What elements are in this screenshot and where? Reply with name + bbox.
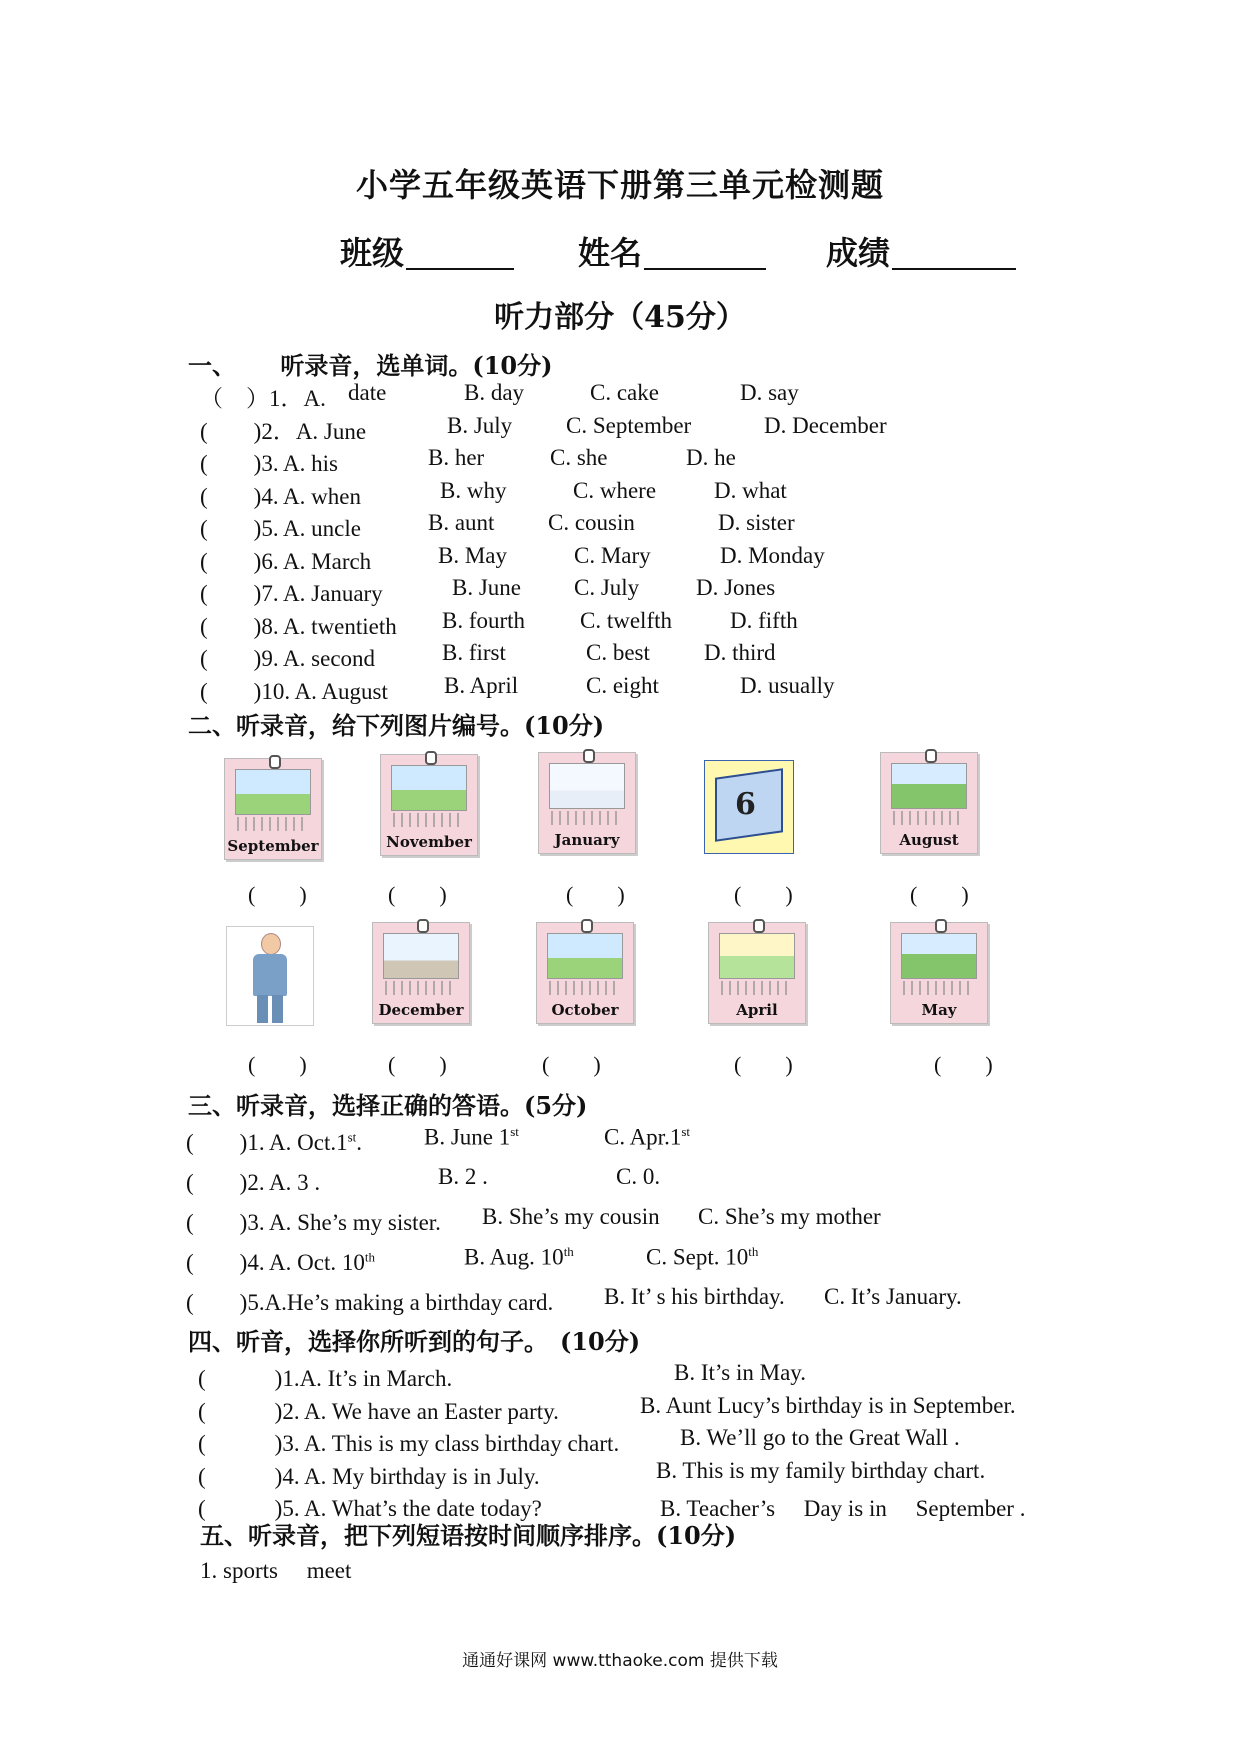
- question-number[interactable]: ( )4. A. My birthday is in July.: [198, 1463, 540, 1489]
- question-number-text: ( )3. A. She’s my sister.: [186, 1210, 441, 1235]
- question-number[interactable]: [186, 1284, 553, 1317]
- option-b-text: B. Aug. 10: [464, 1244, 564, 1270]
- question-number[interactable]: ( )7. A. January: [200, 581, 383, 606]
- footer-credit: 通通好课网 www.tthaoke.com 提供下载: [462, 1651, 778, 1671]
- calendar-january-picture: [538, 752, 636, 854]
- ordinal-suffix: st: [681, 1124, 690, 1139]
- picture-answer-slot[interactable]: ( ): [566, 882, 625, 907]
- option-b-text: B. 2 .: [438, 1164, 488, 1189]
- option-b: B. day: [464, 380, 525, 405]
- question-number[interactable]: ( )10. A. August: [200, 678, 388, 704]
- question-number[interactable]: [186, 1244, 375, 1277]
- option-b-text: B. June 1: [424, 1124, 511, 1150]
- question-number[interactable]: ( )8. A. twentieth: [200, 613, 397, 639]
- option-d: D. Monday: [720, 542, 825, 568]
- option-d: D. sister: [718, 510, 795, 535]
- section5-heading: 五、听录音，把下列短语按时间顺序排序。(10分): [200, 1521, 737, 1550]
- option-b: B. Teacher’s Day is in September .: [660, 1496, 1026, 1521]
- option-c: C. where: [573, 477, 657, 503]
- ordinal-suffix: th: [748, 1244, 759, 1259]
- question-row: [0, 608, 1240, 638]
- question-row: [0, 575, 1240, 605]
- calendar-label: December: [378, 1001, 464, 1019]
- picture-answer-slot[interactable]: ( ): [734, 882, 793, 907]
- question-row: [0, 640, 1240, 670]
- question-row: [0, 1164, 1240, 1196]
- option-c: C. cousin: [548, 510, 635, 535]
- page-title: 小学五年级英语下册第三单元检测题: [355, 166, 884, 204]
- calendar-october-picture: [536, 922, 634, 1024]
- question-number[interactable]: [186, 1124, 362, 1157]
- option-c: [646, 1244, 758, 1271]
- score-field: [826, 228, 1016, 274]
- calendar-label: August: [899, 831, 959, 849]
- name-blank[interactable]: [644, 268, 766, 270]
- option-b: B. aunt: [428, 510, 495, 535]
- option-b: B. It’s in May.: [674, 1360, 807, 1385]
- question-number[interactable]: [186, 1204, 441, 1237]
- option-d: D. usually: [740, 672, 835, 698]
- section4-heading: 四、听音，选择你所听到的句子。 (10分): [188, 1327, 641, 1356]
- question-number-text: ( )1. A. Oct.1: [186, 1130, 348, 1155]
- option-b: B. June: [452, 575, 521, 600]
- ordinal-suffix: th: [563, 1244, 574, 1259]
- section1-num: 一、: [188, 351, 236, 380]
- option-b: [464, 1244, 574, 1271]
- question-number[interactable]: [186, 1164, 320, 1197]
- question-row: [0, 1124, 1240, 1156]
- option-c-text: C. She’s my mother: [698, 1204, 881, 1229]
- name-field: [578, 228, 766, 274]
- picture-answer-slot[interactable]: ( ): [910, 882, 969, 907]
- option-b: B. July: [447, 412, 513, 438]
- option-c-text: C. Apr.1: [604, 1124, 682, 1150]
- question-row: [0, 1458, 1240, 1488]
- class-field: [340, 228, 514, 274]
- option-b: B. why: [440, 477, 507, 503]
- option-c: [604, 1124, 690, 1151]
- calendar-label: January: [554, 831, 620, 849]
- calendar-november-picture: [380, 754, 478, 856]
- option-d: D. third: [704, 640, 776, 665]
- section3-heading: 三、听录音，选择正确的答语。(5分): [188, 1091, 588, 1120]
- section1-heading: [188, 346, 552, 381]
- option-b: B. We’ll go to the Great Wall .: [680, 1425, 960, 1450]
- question-number[interactable]: ( )6. A. March: [200, 548, 372, 574]
- option-c: C. cake: [590, 380, 659, 405]
- question-row: [0, 1393, 1240, 1423]
- picture-answer-slot[interactable]: ( ): [734, 1052, 793, 1077]
- score-blank[interactable]: [892, 268, 1016, 270]
- option-b: B. first: [442, 640, 506, 665]
- question-number[interactable]: ( )1.A. It’s in March.: [198, 1366, 453, 1391]
- question-number[interactable]: ( )2．A. June: [200, 418, 367, 444]
- option-c: C. she: [550, 445, 608, 470]
- picture-answer-slot[interactable]: ( ): [934, 1052, 993, 1077]
- question-number[interactable]: ( )5. A. What’s the date today?: [198, 1496, 542, 1521]
- option-b: B. fourth: [442, 607, 526, 633]
- picture-answer-slot[interactable]: ( ): [248, 882, 307, 907]
- option-b: [424, 1124, 519, 1151]
- desk-calendar-picture: 6: [704, 760, 794, 854]
- option-b-text: B. She’s my cousin: [482, 1204, 660, 1229]
- question-row: [0, 1204, 1240, 1236]
- question-row: [0, 478, 1240, 508]
- question-number-text: ( )5.A.He’s making a birthday card.: [186, 1290, 554, 1315]
- option-d: D. Jones: [696, 575, 776, 600]
- name-label: 姓名: [578, 234, 643, 272]
- option-d: D. what: [714, 477, 787, 503]
- question-number-text: ( )2. A. 3 .: [186, 1170, 321, 1195]
- option-a: date: [348, 380, 387, 405]
- calendar-may-picture: [890, 922, 988, 1024]
- question-row: [0, 380, 1240, 410]
- calendar-september-picture: [224, 758, 322, 860]
- question-row: [0, 510, 1240, 540]
- question-number-text: ( )4. A. Oct. 10: [186, 1250, 365, 1275]
- class-blank[interactable]: [406, 268, 514, 270]
- question-row: [0, 543, 1240, 573]
- question-number[interactable]: ( )2. A. We have an Easter party.: [198, 1398, 559, 1424]
- class-label: 班级: [340, 234, 405, 272]
- option-b: [604, 1284, 785, 1310]
- question-row: [0, 1425, 1240, 1455]
- option-d: D. say: [740, 380, 799, 405]
- question-row: [0, 445, 1240, 475]
- option-c: C. twelfth: [580, 607, 672, 633]
- picture-answer-slot[interactable]: ( ): [388, 1052, 447, 1077]
- calendar-april-picture: [708, 922, 806, 1024]
- ordinal-suffix: st: [347, 1129, 357, 1145]
- section1-title: 听录音，选单词。(10分): [280, 351, 553, 380]
- option-c: [616, 1164, 660, 1190]
- option-b: B. April: [444, 672, 519, 698]
- option-c: C. best: [586, 640, 650, 665]
- question-number[interactable]: ( )3. A. This is my class birthday chart.: [198, 1431, 620, 1456]
- question-number[interactable]: ( )9. A. second: [200, 646, 376, 671]
- question-row: [0, 673, 1240, 703]
- option-end: .: [356, 1130, 363, 1155]
- option-b: B. This is my family birthday chart.: [656, 1457, 986, 1483]
- option-c-text: C. It’s January.: [824, 1284, 962, 1309]
- option-c-text: C. 0.: [616, 1164, 661, 1189]
- question-number[interactable]: ( )4. A. when: [200, 483, 361, 509]
- option-b-text: B. It’ s his birthday.: [604, 1284, 785, 1309]
- option-c: C. July: [574, 575, 640, 600]
- man-picture: [226, 926, 314, 1026]
- option-b: B. May: [438, 542, 507, 568]
- calendar-label: October: [551, 1001, 619, 1019]
- calendar-december-picture: [372, 922, 470, 1024]
- option-b: [482, 1204, 660, 1230]
- section2-heading: 二、听录音，给下列图片编号。(10分): [188, 711, 605, 740]
- question-number[interactable]: （ ）1．A.: [200, 386, 326, 411]
- option-d: D. he: [686, 445, 736, 470]
- score-label: 成绩: [826, 234, 891, 272]
- calendar-label: November: [386, 833, 472, 851]
- calendar-label: September: [227, 837, 319, 855]
- option-b: B. her: [428, 445, 485, 470]
- question-row: [0, 1360, 1240, 1390]
- option-c: [698, 1204, 881, 1230]
- option-c: [824, 1284, 962, 1310]
- calendar-label: May: [921, 1001, 957, 1019]
- picture-answer-slot[interactable]: ( ): [388, 882, 447, 907]
- picture-answer-slot[interactable]: ( ): [248, 1052, 307, 1077]
- option-c: C. Mary: [574, 542, 651, 568]
- picture-answer-slot[interactable]: ( ): [542, 1052, 601, 1077]
- option-d: D. December: [764, 412, 887, 438]
- listening-subtitle: 听力部分（45分）: [494, 300, 746, 335]
- question-number[interactable]: ( )3. A. his: [200, 451, 338, 476]
- option-c: C. September: [566, 412, 692, 438]
- ordinal-suffix: st: [510, 1124, 519, 1139]
- option-b: [438, 1164, 488, 1190]
- question-row: [0, 1284, 1240, 1316]
- option-c-text: C. Sept. 10: [646, 1244, 749, 1270]
- calendar-august-picture: [880, 752, 978, 854]
- question-number[interactable]: ( )5. A. uncle: [200, 516, 361, 541]
- option-d: D. fifth: [730, 607, 798, 633]
- ordinal-suffix: th: [364, 1249, 375, 1265]
- calendar-label: April: [736, 1001, 778, 1019]
- option-c: C. eight: [586, 672, 659, 698]
- section5-item: 1. sports meet: [200, 1558, 352, 1583]
- question-row: [0, 413, 1240, 443]
- question-row: [0, 1244, 1240, 1276]
- option-b: B. Aunt Lucy’s birthday is in September.: [640, 1392, 1016, 1418]
